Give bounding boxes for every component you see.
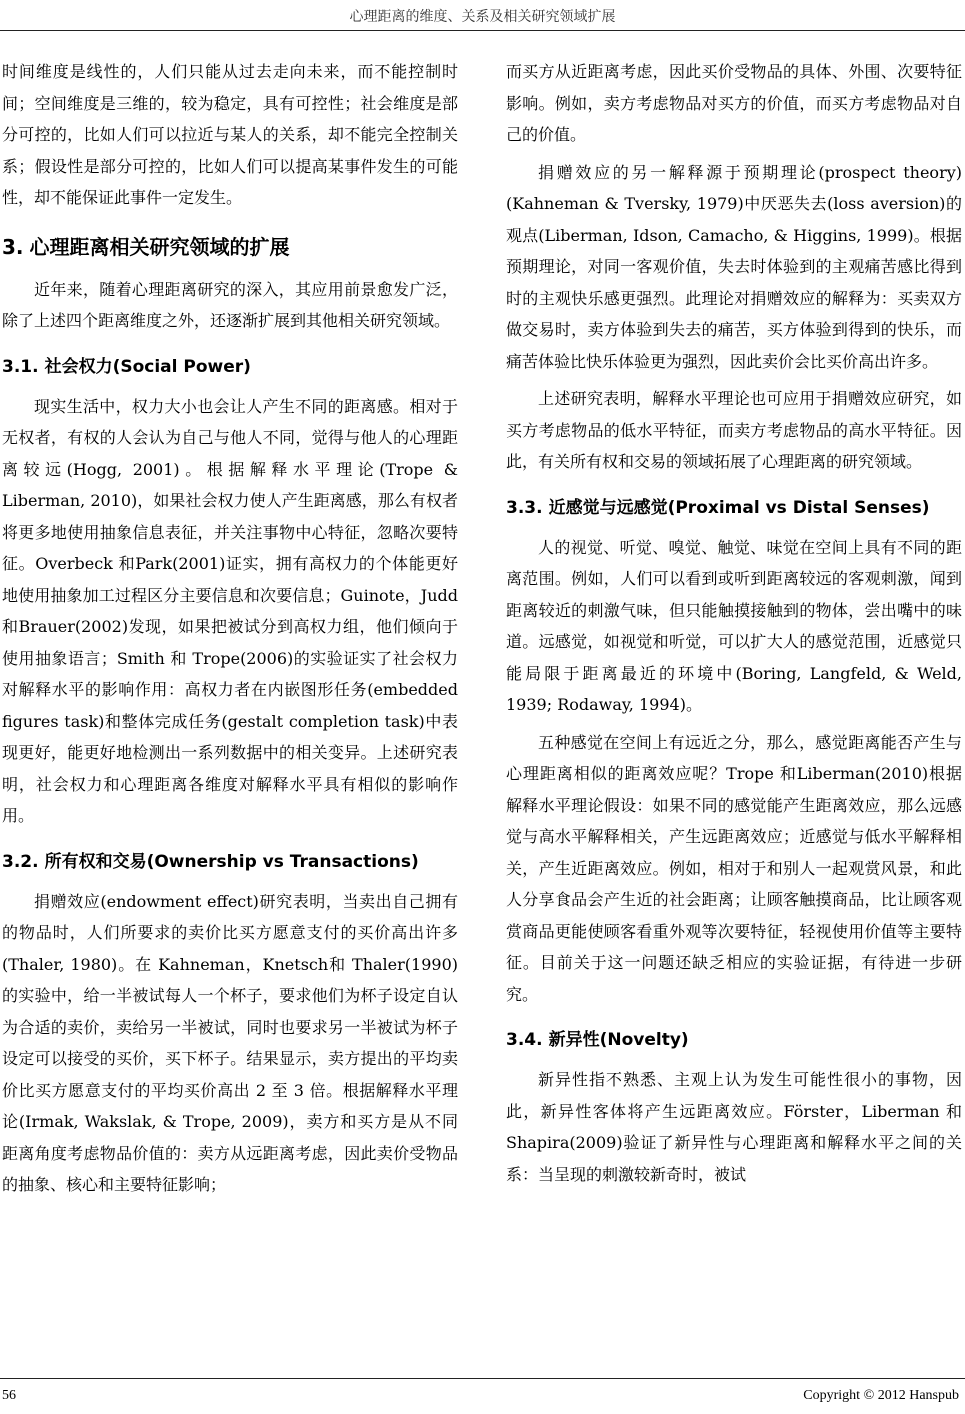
section-3-3-number: 3.3. <box>506 497 543 518</box>
left-column <box>2 56 458 1201</box>
footer-rule <box>0 1378 965 1379</box>
section-3-2-title: 所有权和交易(Ownership vs Transactions) <box>44 851 419 872</box>
section-3-heading <box>2 232 458 262</box>
right-column <box>506 56 962 1190</box>
section-3-4-title: 新异性(Novelty) <box>548 1030 689 1050</box>
section-3-3-heading <box>506 494 962 522</box>
section-3-1-heading <box>2 353 458 381</box>
section-3-3-paragraph-2: 五种感觉在空间上有远近之分，那么，感觉距离能否产生与心理距离相似的距离效应呢？Trope 和Liberman(2010)根据解释水平理论假设：如果不同的感觉能产生距离效应，那么远感觉与高水平解释相关，产生远距离效应；近感觉与低水平解释相关，产生近距离效应。例如，相对于和别人一起观赏风景，和此人分享食品会产生近的社会距离；让顾客触摸商品，比让顾客观赏商品更能使顾客看重外观等次要特征，轻视使用价值等主要特征。目前关于这一问题还缺乏相应的实验证据，有待进一步研究。 <box>506 732 962 1004</box>
header-rule <box>0 30 965 31</box>
section-3-4-paragraph: 新异性指不熟悉、主观上认为发生可能性很小的事物，因此，新异性客体将产生远距离效应。Förster，Liberman 和 Shapira(2009)验证了新异性与心理距离和解释水平之间的关系：当呈现的刺激较新奇时，被试 <box>506 1070 962 1184</box>
running-header: 心理距离的维度、关系及相关研究领域扩展 <box>349 9 616 25</box>
section-3-1-number: 3.1. <box>2 356 39 377</box>
section-3-number: 3. <box>2 234 24 259</box>
section-3-4-heading <box>506 1026 962 1054</box>
section-3-title: 心理距离相关研究领域的扩展 <box>29 234 290 259</box>
page-number: 56 <box>2 1388 16 1403</box>
section-3-3-paragraph-1: 人的视觉、听觉、嗅觉、触觉、味觉在空间上具有不同的距离范围。例如，人们可以看到或听到距离较远的客观刺激，闻到距离较近的刺激气味，但只能触摸接触到的物体，尝出嘴中的味道。远感觉，如视觉和听觉，可以扩大人的感觉范围，近感觉只能局限于距离最近的环境中(Boring, Langfeld, & Weld, 1939; Rodaway, 1994)。 <box>506 537 962 714</box>
paragraph-summary: 上述研究表明，解释水平理论也可应用于捐赠效应研究，如买方考虑物品的低水平特征，而卖方考虑物品的高水平特征。因此，有关所有权和交易的领域拓展了心理距离的研究领域。 <box>506 389 962 471</box>
section-3-1-title: 社会权力(Social Power) <box>44 356 251 377</box>
copyright-notice: Copyright © 2012 Hanspub <box>803 1388 959 1403</box>
section-3-3-title: 近感觉与远感觉(Proximal vs Distal Senses) <box>548 497 930 518</box>
paragraph-prospect-theory: 捐赠效应的另一解释源于预期理论(prospect theory)(Kahneman & Tversky, 1979)中厌恶失去(loss aversion)的观点(Liberman, Idson, Camacho, & Higgins, 1999)。根据预期理论，对同一客观价值，失去时体验到的主观痛苦感比得到时的主观快乐感更强烈。此理论对捐赠效应的解释为：买卖双方做交易时，卖方体验到失去的痛苦，买方体验到得到的快乐，而痛苦体验比快乐体验更为强烈，因此卖价会比买价高出许多。 <box>506 162 962 371</box>
paragraph-intro: 时间维度是线性的，人们只能从过去走向未来，而不能控制时间；空间维度是三维的，较为稳定，具有可控性；社会维度是部分可控的，比如人们可以拉近与某人的关系，却不能完全控制关系；假设性是部分可控的，比如人们可以提高某事件发生的可能性，却不能保证此事件一定发生。 <box>2 62 458 207</box>
section-3-2-paragraph: 捐赠效应(endowment effect)研究表明，当卖出自己拥有的物品时，人们所要求的卖价比买方愿意支付的买价高出许多(Thaler, 1980)。在 Kahneman，Knetsch和 Thaler(1990)的实验中，给一半被试每人一个杯子，要求他们为杯子设定自认为合适的卖价，卖给另一半被试，同时也要求另一半被试为杯子设定可以接受的买价，买下杯子。结果显示，卖方提出的平均卖价比买方愿意支付的平均买价高出 2 至 3 倍。根据解释水平理论(Irmak, Wakslak, & Trope, 2009)，卖方和买方是从不同距离角度考虑物品价值的：卖方从远距离考虑，因此卖价受物品的抽象、核心和主要特征影响； <box>2 891 458 1194</box>
section-3-paragraph: 近年来，随着心理距离研究的深入，其应用前景愈发广泛，除了上述四个距离维度之外，还逐渐扩展到其他相关研究领域。 <box>2 279 458 330</box>
paragraph-continued: 而买方从近距离考虑，因此买价受物品的具体、外围、次要特征影响。例如，卖方考虑物品对买方的价值，而买方考虑物品对自己的价值。 <box>506 62 962 144</box>
section-3-2-number: 3.2. <box>2 851 39 872</box>
section-3-2-heading <box>2 848 458 876</box>
section-3-1-paragraph: 现实生活中，权力大小也会让人产生不同的距离感。相对于无权者，有权的人会认为自己与他人不同，觉得与他人的心理距离较远(Hogg, 2001)。根据解释水平理论(Trope & Liberman, 2010)，如果社会权力使人产生距离感，那么有权者将更多地使用抽象信息表征，并关注事物中心特征，忽略次要特征。Overbeck 和Park(2001)证实，拥有高权力的个体能更好地使用抽象加工过程区分主要信息和次要信息；Guinote，Judd 和Brauer(2002)发现，如果把被试分到高权力组，他们倾向于使用抽象语言；Smith 和 Trope(2006)的实验证实了社会权力对解释水平的影响作用：高权力者在内嵌图形任务(embedded figures task)和整体完成任务(gestalt completion task)中表现更好，能更好地检测出一系列数据中的相关变异。上述研究表明，社会权力和心理距离各维度对解释水平具有相似的影响作用。 <box>2 396 458 825</box>
section-3-4-number: 3.4. <box>506 1030 543 1050</box>
